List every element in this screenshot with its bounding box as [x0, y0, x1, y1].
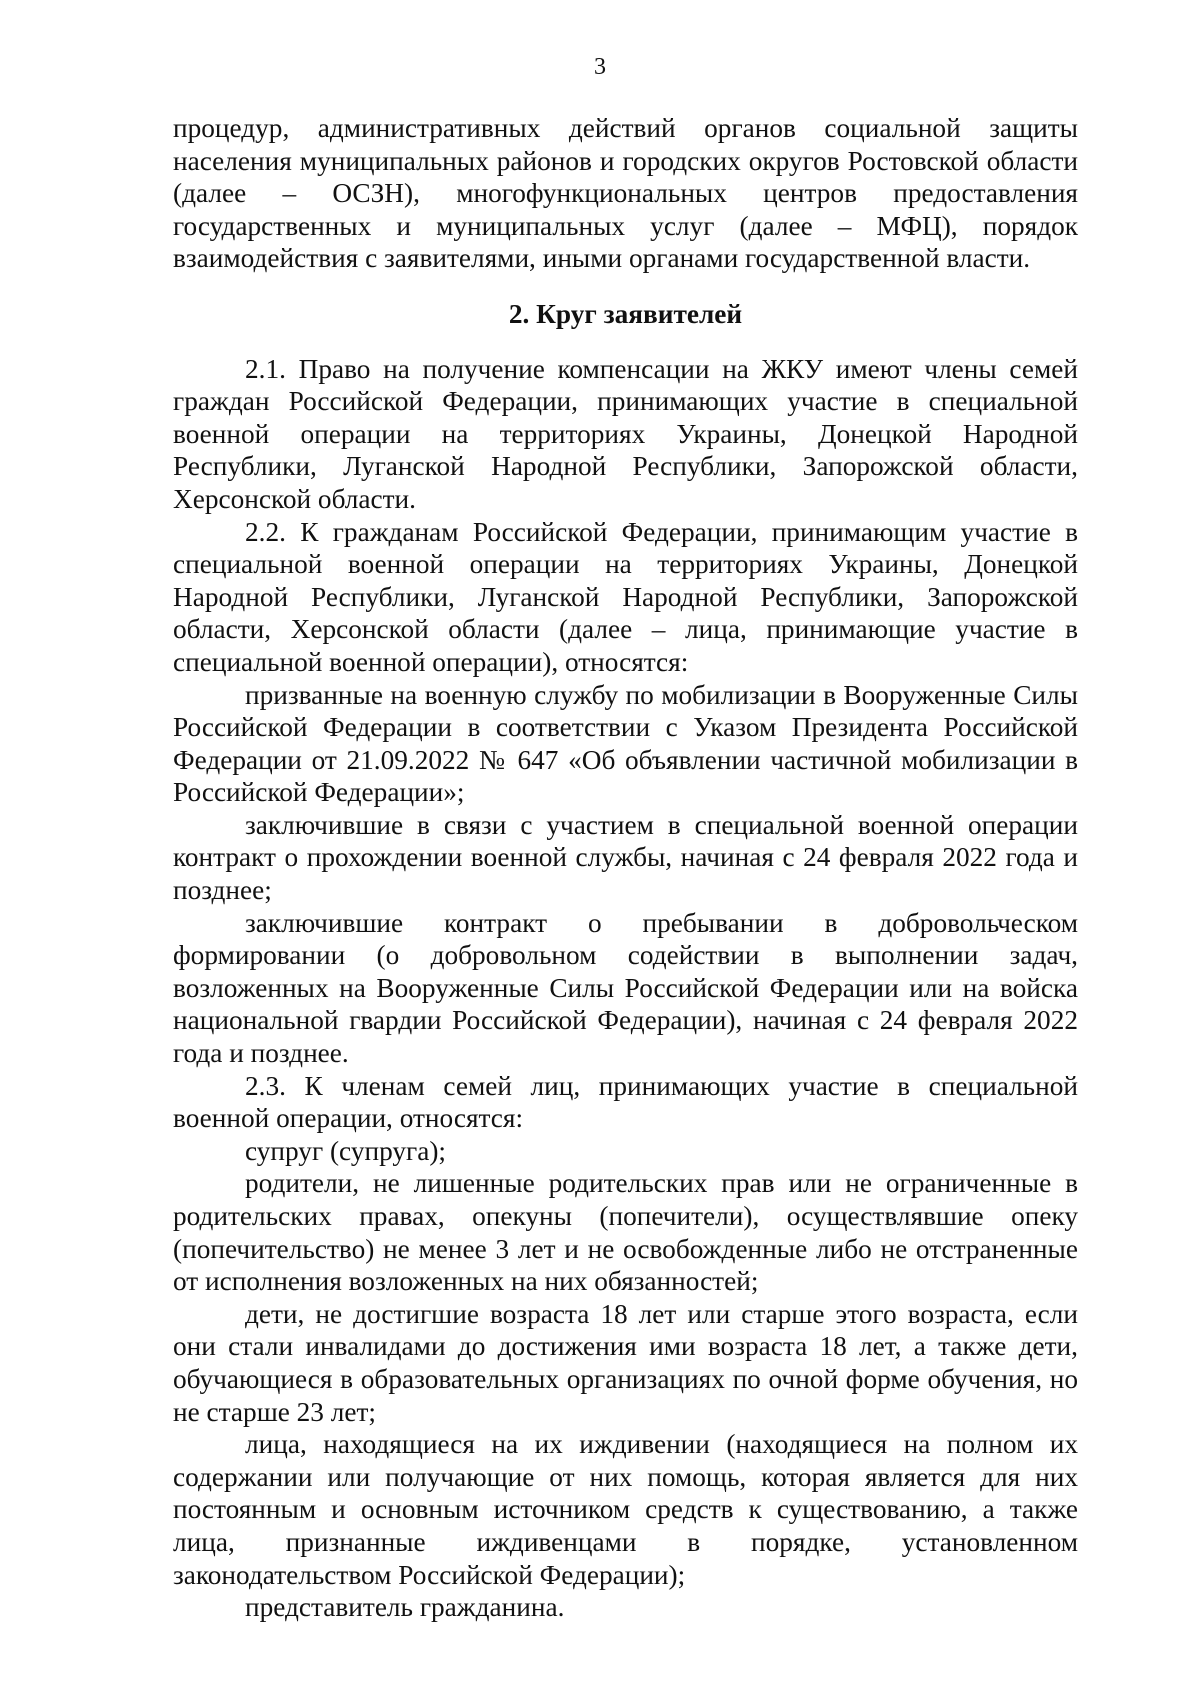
list-item-spouse: супруг (супруга);: [245, 1135, 446, 1166]
paragraph-2-1: 2.1. Право на получение компенсации на ЖКУ имеют члены семей граждан Российской Федерации, принимающих участие в специальной военной операции на территориях Украины, Донецкой Народной Республики, Луганской Народной Республики, Запорожской области, Херсонской области.: [173, 353, 1078, 514]
page-number: 3: [594, 54, 606, 80]
list-item-representative: представитель гражданина.: [245, 1592, 565, 1623]
list-item-contract-service: заключившие в связи с участием в специальной военной операции контракт о прохождении военной службы, начиная с 24 февраля 2022 года и позднее;: [173, 809, 1078, 906]
list-item-parents: родители, не лишенные родительских прав или не ограниченные в родительских правах, опекуны (попечители), осуществлявшие опеку (попечительство) не менее 3 лет и не освобожденные либо не отстраненные от исполнения возложенных на них обязанностей;: [173, 1168, 1078, 1297]
document-body: [173, 112, 1078, 1624]
paragraph-2-2: 2.2. К гражданам Российской Федерации, принимающим участие в специальной военной операции на территориях Украины, Донецкой Народной Республики, Луганской Народной Республики, Запорожской области, Херсонской области (далее – лица, принимающие участие в специальной военной операции), относятся:: [173, 516, 1078, 677]
list-item-mobilized: призванные на военную службу по мобилизации в Вооруженные Силы Российской Федерации в соответствии с Указом Президента Российской Федерации от 21.09.2022 № 647 «Об объявлении частичной мобилизации в Российской Федерации»;: [173, 679, 1078, 808]
paragraph-2-3: 2.3. К членам семей лиц, принимающих участие в специальной военной операции, относятся:: [173, 1070, 1078, 1134]
list-item-volunteer-formation: заключившие контракт о пребывании в добровольческом формировании (о добровольном содействии в выполнении задач, возложенных на Вооруженные Силы Российской Федерации или на войска национальной гвардии Российской Федерации), начиная с 24 февраля 2022 года и позднее.: [173, 907, 1078, 1069]
section-heading: 2. Круг заявителей: [508, 298, 743, 329]
list-item-children: дети, не достигшие возраста 18 лет или старше этого возраста, если они стали инвалидами до достижения ими возраста 18 лет, а также дети, обучающиеся в образовательных организациях по очной форме обучения, но не старше 23 лет;: [173, 1298, 1078, 1427]
paragraph-continuation: процедур, административных действий органов социальной защиты населения муниципальных районов и городских округов Ростовской области (далее – ОСЗН), многофункциональных центров предоставления государственных и муниципальных услуг (далее – МФЦ), порядок взаимодействия с заявителями, иными органами государственной власти.: [173, 113, 1078, 274]
list-item-dependents: лица, находящиеся на их иждивении (находящиеся на полном их содержании или получающие от них помощь, которая является для них постоянным и основным источником средств к существованию, а также лица, признанные иждивенцами в порядке, установленном законодательством Российской Федерации);: [173, 1429, 1078, 1590]
